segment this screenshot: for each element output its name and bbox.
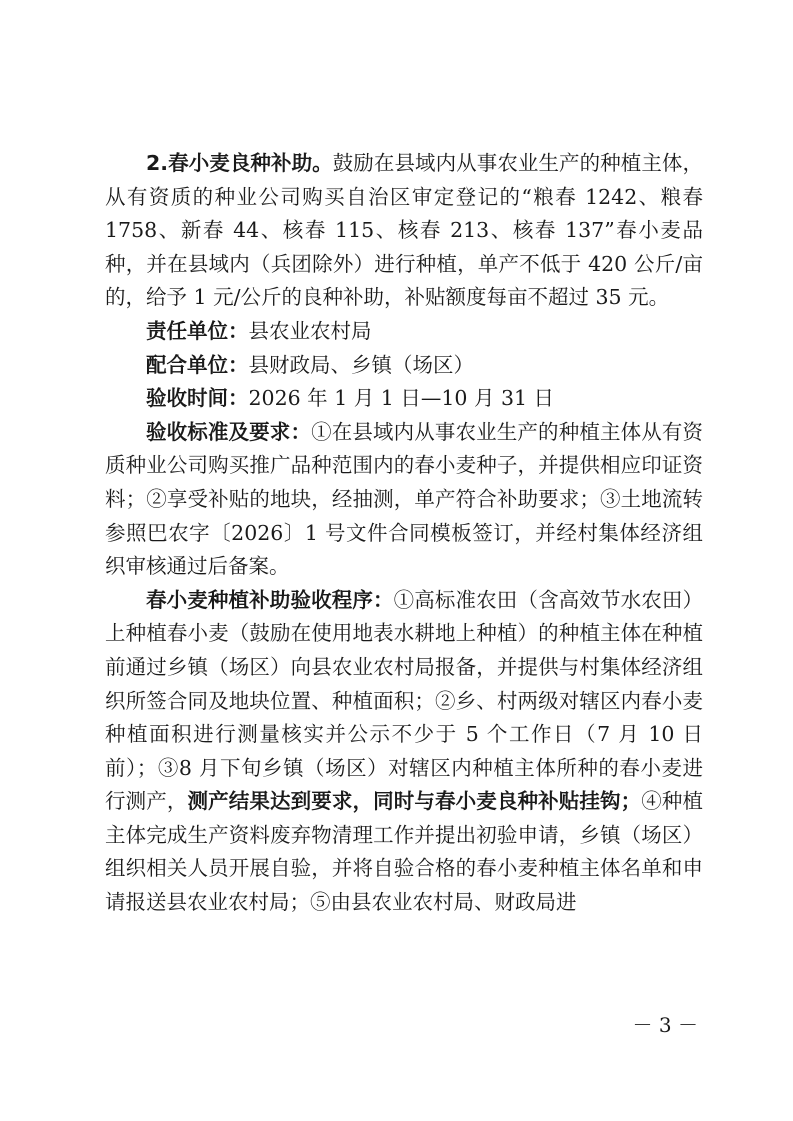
acceptance-standards-paragraph [105, 416, 703, 584]
acceptance-time-value: 2026 年 1 月 1 日—10 月 31 日 [248, 386, 555, 411]
acceptance-time-label: 验收时间： [146, 386, 249, 411]
responsible-unit-value: 县农业农村局 [248, 318, 372, 343]
acceptance-standards-text: ①在县域内从事农业生产的种植主体从有资质种业公司购买推广品种范围内的春小麦种子，并提供相应印证资料；②享受补贴的地块，经抽测，单产符合补助要求；③土地流转参照巴农字〔2026〕1 号文件合同模板签订，并经村集体经济组织审核通过后备案。 [105, 419, 704, 579]
cooperating-unit-line [105, 349, 703, 383]
acceptance-procedure-bold-text: 测产结果达到要求，同时与春小麦良种补贴挂钩； [187, 789, 642, 814]
section-2-text: 鼓励在县域内从事农业生产的种植主体，从有资质的种业公司购买自治区审定登记的“粮春 1242、粮春 1758、新春 44、核春 115、核春 213、核春 137”春小麦品种，并在县域内（兵团除外）进行种植，单产不低于 420 公斤/亩的，给予 1 元/公斤的良种补助，补贴额度每亩不超过 35 元。 [105, 151, 704, 310]
cooperating-unit-label: 配合单位： [146, 352, 249, 377]
responsible-unit-line [105, 315, 703, 349]
cooperating-unit-value: 县财政局、乡镇（场区） [248, 352, 474, 377]
page-number: － 3 － [632, 1013, 698, 1037]
acceptance-standards-label: 验收标准及要求： [146, 419, 312, 444]
acceptance-time-line [105, 382, 703, 416]
acceptance-procedure-text-2: ④种植主体完成生产资料废弃物清理工作并提出初验申请，乡镇（场区）组织相关人员开展自验，并将自验合格的春小麦种植主体名单和申请报送县农业农村局；⑤由县农业农村局、财政局进 [105, 789, 703, 915]
acceptance-procedure-label: 春小麦种植补助验收程序： [146, 587, 394, 612]
document-body [105, 147, 703, 920]
section-2-heading: 2.春小麦良种补助。 [146, 151, 333, 175]
section-2-paragraph [105, 147, 703, 315]
acceptance-procedure-text-1: ①高标准农田（含高效节水农田）上种植春小麦（鼓励在使用地表水耕地上种植）的种植主体在种植前通过乡镇（场区）向县农业农村局报备，并提供与村集体经济组织所签合同及地块位置、种植面积；②乡、村两级对辖区内春小麦种植面积进行测量核实并公示不少于 5 个工作日（7 月 10 日前）；③8 月下旬乡镇（场区）对辖区内种植主体所种的春小麦进行测产， [105, 587, 704, 814]
responsible-unit-label: 责任单位： [146, 318, 249, 343]
acceptance-procedure-paragraph [105, 584, 703, 920]
